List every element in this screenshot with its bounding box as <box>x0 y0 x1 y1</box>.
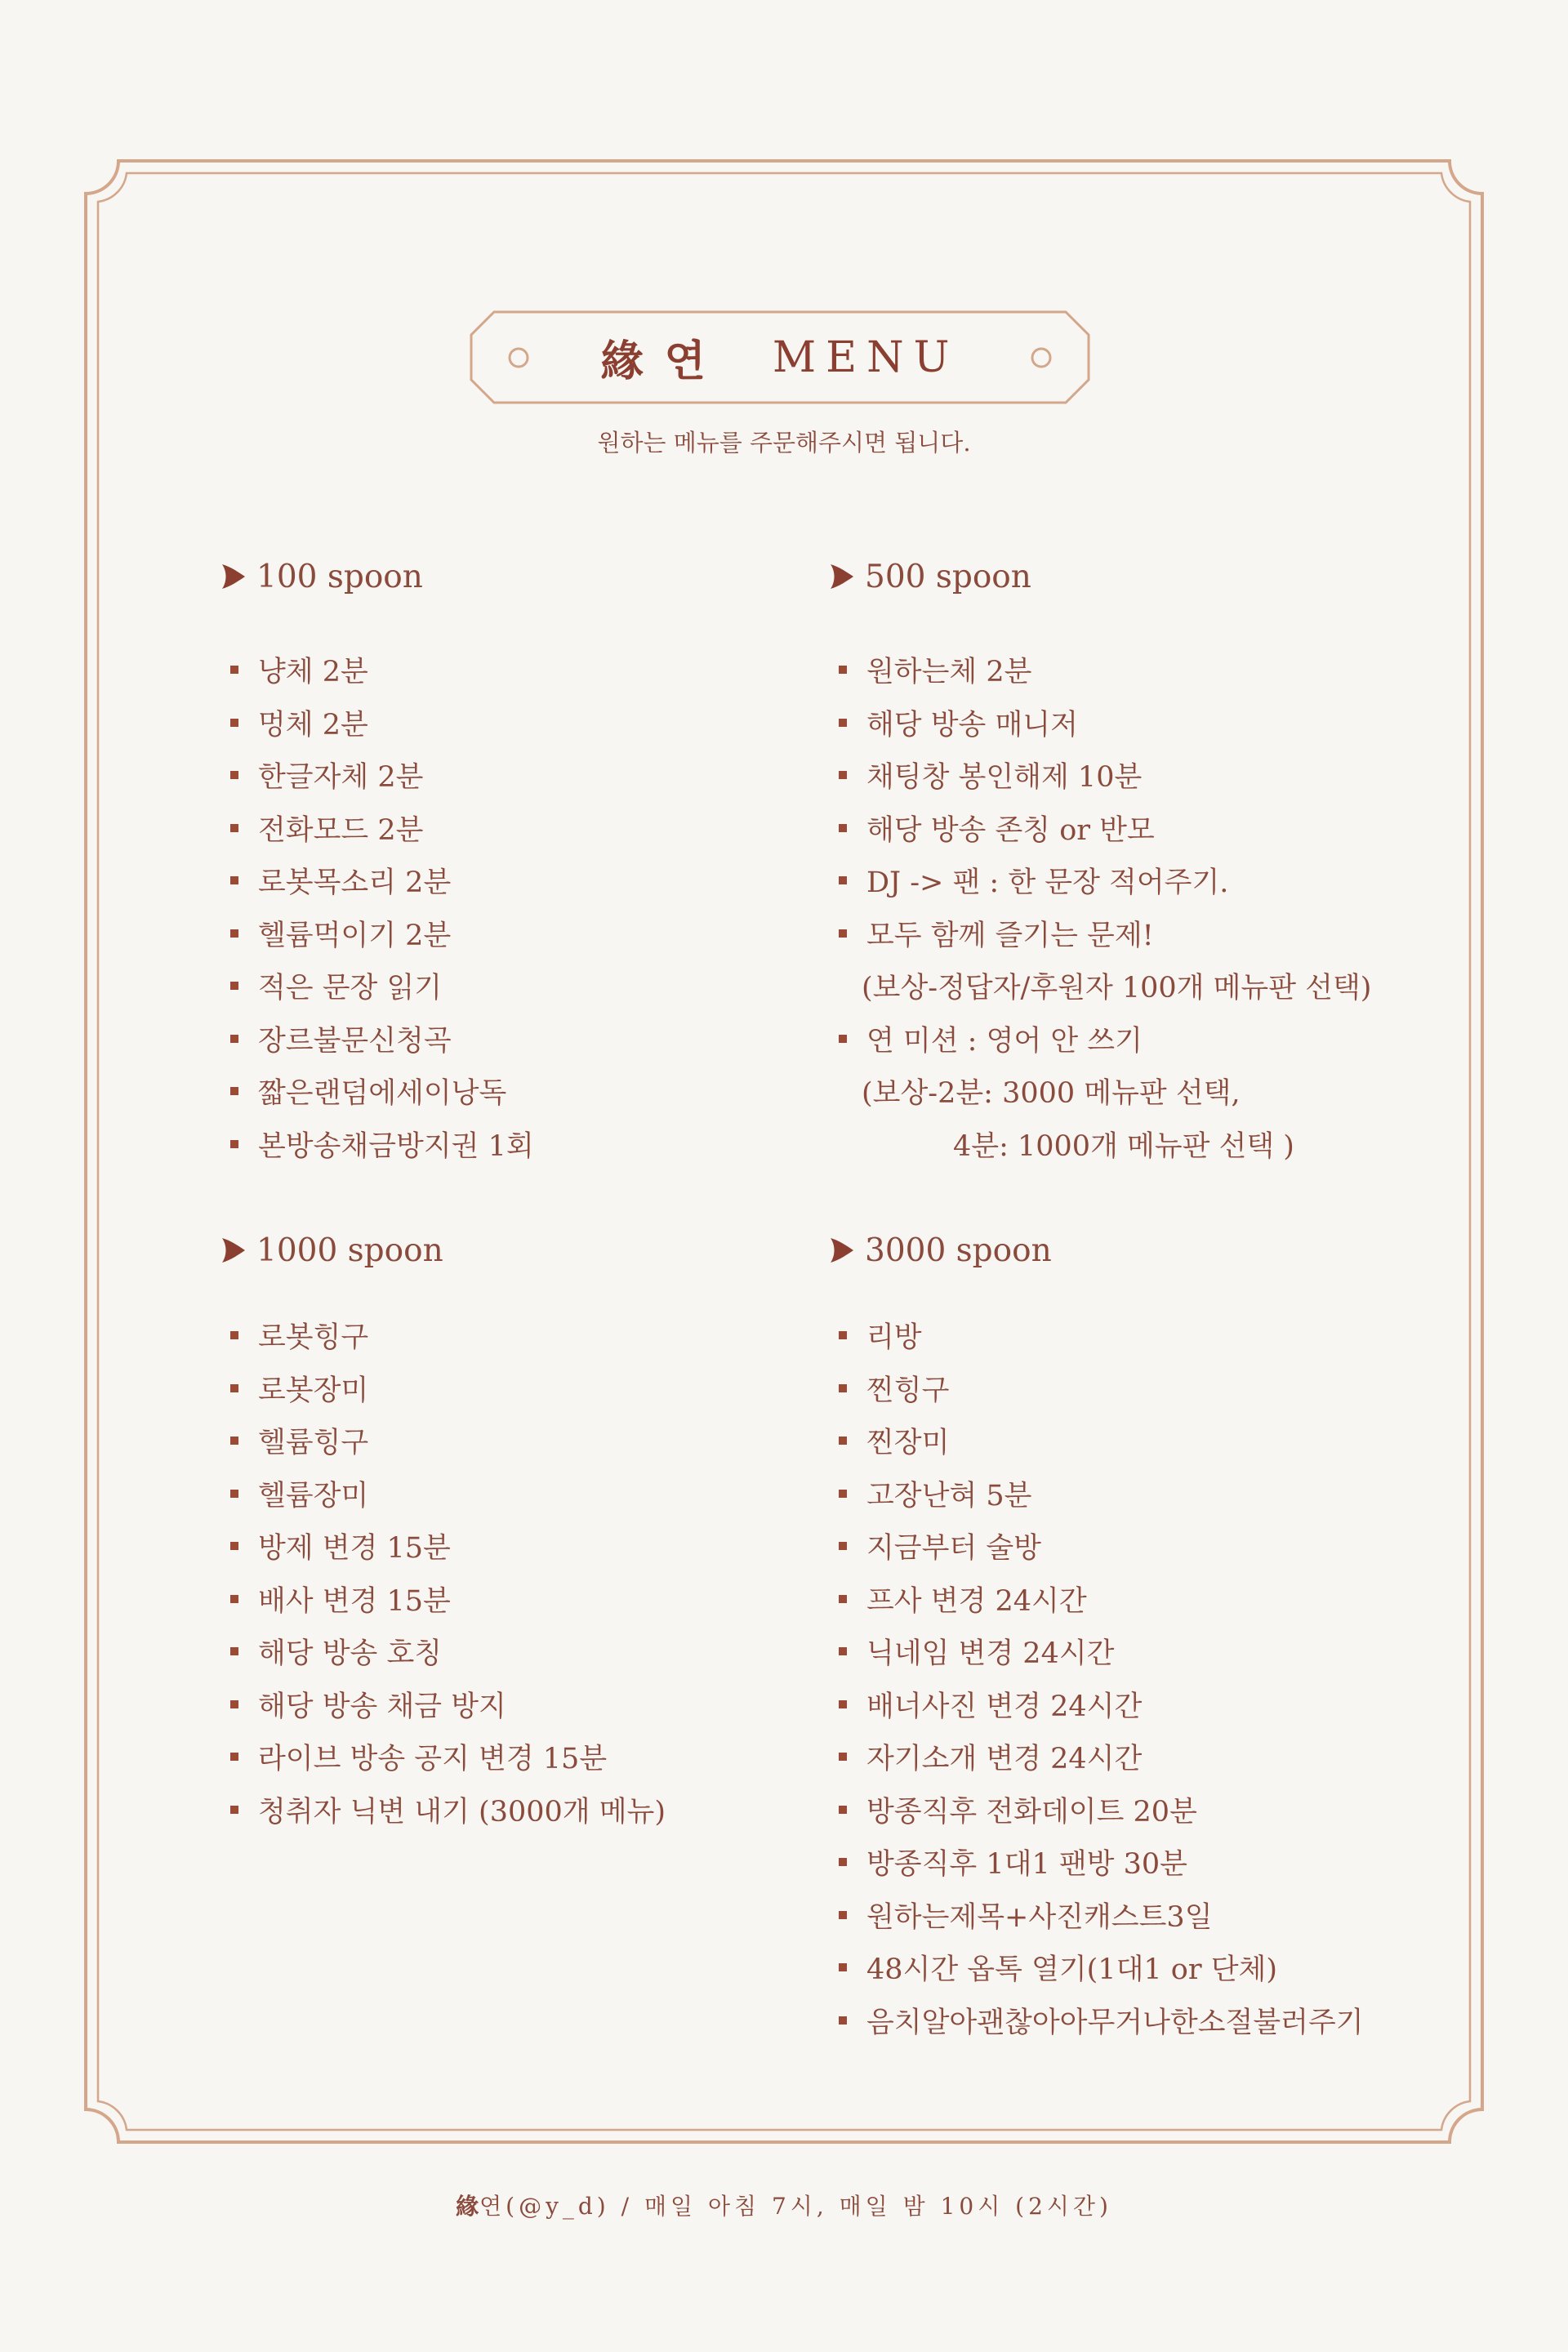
square-bullet-icon <box>230 1140 238 1148</box>
list-item-text: 음치알아괜찮아아무거나한소절불러주기 <box>866 2006 1364 2039</box>
list-item <box>829 749 1371 802</box>
list-item-text: 지금부터 술방 <box>866 1532 1041 1566</box>
list-item-text: 라이브 방송 공지 변경 15분 <box>258 1743 608 1776</box>
square-bullet-icon <box>839 1490 847 1498</box>
square-bullet-icon <box>839 1035 847 1043</box>
square-bullet-icon <box>230 1437 238 1445</box>
square-bullet-icon <box>230 876 238 884</box>
section-header <box>829 1226 1364 1275</box>
list-item <box>829 854 1371 907</box>
list-item-text: 방종직후 1대1 팬방 30분 <box>866 1848 1187 1882</box>
list-note: 4분: 1000개 메뉴판 선택 ) <box>953 1129 1294 1163</box>
list-item-text: 적은 문장 읽기 <box>258 972 443 1005</box>
list-item-text: 로봇장미 <box>258 1374 369 1407</box>
square-bullet-icon <box>839 929 847 938</box>
list-item <box>829 1941 1364 1994</box>
section-title: 3000 spoon <box>865 1232 1052 1269</box>
list-item <box>829 1573 1364 1626</box>
square-bullet-icon <box>839 876 847 884</box>
title-name: 연 <box>664 336 707 386</box>
square-bullet-icon <box>230 1087 238 1095</box>
square-bullet-icon <box>839 1647 847 1655</box>
square-bullet-icon <box>839 1963 847 1971</box>
list-item <box>220 1573 666 1626</box>
section-header <box>829 552 1371 601</box>
list-item <box>220 854 534 907</box>
square-bullet-icon <box>230 1700 238 1708</box>
section-header <box>220 552 534 601</box>
square-bullet-icon <box>230 666 238 674</box>
list-item-text: 원하는체 2분 <box>866 656 1032 689</box>
list-item-text: 해당 방송 매니저 <box>866 708 1078 742</box>
square-bullet-icon <box>839 1542 847 1550</box>
list-item-text: 방제 변경 15분 <box>258 1532 451 1566</box>
list-item <box>220 802 534 855</box>
arrow-bullet-icon <box>220 562 247 591</box>
list-item <box>829 1889 1364 1942</box>
square-bullet-icon <box>839 1858 847 1866</box>
list-item <box>829 1625 1364 1678</box>
square-bullet-icon <box>230 824 238 832</box>
square-bullet-icon <box>839 1437 847 1445</box>
section-100-spoon <box>220 552 534 1170</box>
list-item-text: 방종직후 전화데이트 20분 <box>866 1795 1197 1829</box>
list-item-text: 찐장미 <box>866 1427 950 1460</box>
item-list <box>220 644 534 1170</box>
section-500-spoon <box>829 552 1371 1170</box>
list-item <box>220 749 534 802</box>
square-bullet-icon <box>839 1911 847 1919</box>
list-item-text: 해당 방송 호칭 <box>258 1637 443 1671</box>
square-bullet-icon <box>839 666 847 674</box>
list-item <box>829 1520 1364 1573</box>
item-list <box>220 1309 666 1836</box>
list-item <box>829 1784 1364 1837</box>
list-item <box>829 1309 1364 1362</box>
list-item <box>829 1994 1364 2047</box>
list-item-text: 로봇힝구 <box>258 1321 369 1355</box>
list-item-text: 해당 방송 채금 방지 <box>258 1690 506 1723</box>
list-item <box>220 1013 534 1066</box>
list-item-text: DJ -> 팬 : 한 문장 적어주기. <box>866 866 1229 900</box>
list-item: 연 미션 : 영어 안 쓰기 <box>829 1013 1371 1066</box>
list-item-text: 장르불문신청곡 <box>258 1024 452 1058</box>
list-item-text: 배사 변경 15분 <box>258 1584 451 1618</box>
square-bullet-icon <box>230 1647 238 1655</box>
title-menu: MENU <box>772 332 960 382</box>
list-item-text: 본방송채금방지권 1회 <box>258 1129 534 1163</box>
list-item <box>220 1731 666 1784</box>
square-bullet-icon <box>839 1806 847 1814</box>
square-bullet-icon <box>839 771 847 779</box>
list-item-text: 전화모드 2분 <box>258 813 424 847</box>
arrow-bullet-icon <box>220 1236 247 1265</box>
list-item-text: 냥체 2분 <box>258 656 368 689</box>
list-item <box>220 1065 534 1118</box>
list-item <box>220 1362 666 1415</box>
square-bullet-icon <box>839 1753 847 1761</box>
list-item-text: 고장난혀 5분 <box>866 1479 1032 1512</box>
list-item-text: 헬륨먹이기 2분 <box>258 919 452 952</box>
list-item-text: 채팅창 봉인해제 10분 <box>866 761 1143 795</box>
list-item <box>220 1468 666 1521</box>
item-list <box>829 1309 1364 2047</box>
list-item-text: 헬륨장미 <box>258 1479 369 1512</box>
list-item <box>829 644 1371 697</box>
list-note: (보상-2분: 3000 메뉴판 선택, <box>862 1077 1241 1111</box>
list-item <box>220 697 534 750</box>
list-item <box>829 907 1371 960</box>
list-item <box>829 1468 1364 1521</box>
list-item-text: 배너사진 변경 24시간 <box>866 1690 1143 1723</box>
square-bullet-icon <box>230 1595 238 1603</box>
list-item-text: 해당 방송 존칭 or 반모 <box>866 813 1155 847</box>
square-bullet-icon <box>839 1595 847 1603</box>
list-item-text: 자기소개 변경 24시간 <box>866 1743 1143 1776</box>
item-list <box>829 1013 1371 1066</box>
list-item <box>829 1731 1364 1784</box>
list-item <box>220 1678 666 1731</box>
page-subtitle: 원하는 메뉴를 주문해주시면 됩니다. <box>597 429 971 457</box>
square-bullet-icon <box>230 1753 238 1761</box>
list-item-text: 리방 <box>866 1321 922 1355</box>
square-bullet-icon <box>230 1806 238 1814</box>
list-item <box>220 1414 666 1468</box>
list-item-text: 멍체 2분 <box>258 708 368 742</box>
list-item <box>220 960 534 1013</box>
section-title: 500 spoon <box>865 558 1031 595</box>
list-item <box>220 907 534 960</box>
arrow-bullet-icon <box>829 562 855 591</box>
square-bullet-icon <box>230 929 238 938</box>
list-item-text: 프사 변경 24시간 <box>866 1584 1087 1618</box>
page-title <box>470 310 1090 404</box>
list-item-text: 48시간 옵톡 열기(1대1 or 단체) <box>866 1953 1277 1987</box>
list-item-text: 청취자 닉변 내기 (3000개 메뉴) <box>258 1795 666 1829</box>
list-item <box>829 1414 1364 1468</box>
footer-text: 연(@y_d) / 매일 아침 7시, 매일 밤 10시 (2시간) <box>479 2193 1112 2220</box>
square-bullet-icon <box>230 1490 238 1498</box>
list-item <box>829 697 1371 750</box>
square-bullet-icon <box>230 1035 238 1043</box>
square-bullet-icon <box>839 719 847 727</box>
list-item <box>220 1784 666 1837</box>
list-item <box>829 1836 1364 1889</box>
square-bullet-icon <box>230 1331 238 1339</box>
footer-hanja: 緣 <box>456 2193 480 2220</box>
list-item-text: 짧은랜덤에세이낭독 <box>258 1077 507 1111</box>
list-item-text: 모두 함께 즐기는 문제! <box>866 919 1154 952</box>
footer <box>0 2189 1568 2221</box>
square-bullet-icon <box>839 824 847 832</box>
square-bullet-icon <box>230 771 238 779</box>
list-item-text: 닉네임 변경 24시간 <box>866 1637 1115 1671</box>
section-header <box>220 1226 666 1275</box>
arrow-bullet-icon <box>829 1236 855 1265</box>
list-item <box>829 1362 1364 1415</box>
list-note: (보상-정답자/후원자 100개 메뉴판 선택) <box>862 972 1372 1005</box>
list-item-text: 원하는제목+사진캐스트3일 <box>866 1900 1213 1934</box>
square-bullet-icon <box>230 1384 238 1392</box>
square-bullet-icon <box>839 1700 847 1708</box>
list-item <box>829 1678 1364 1731</box>
list-item <box>220 1118 534 1171</box>
square-bullet-icon <box>230 1542 238 1550</box>
list-item-text: 찐힝구 <box>866 1374 950 1407</box>
section-3000-spoon <box>829 1226 1364 2047</box>
square-bullet-icon <box>230 982 238 990</box>
list-item-text: 한글자체 2분 <box>258 761 424 795</box>
section-1000-spoon <box>220 1226 666 1836</box>
list-item <box>220 1520 666 1573</box>
square-bullet-icon <box>839 1331 847 1339</box>
list-item-text: 로봇목소리 2분 <box>258 866 452 900</box>
square-bullet-icon <box>839 2016 847 2025</box>
list-item <box>220 644 534 697</box>
section-title: 100 spoon <box>256 558 423 595</box>
title-hanja: 緣 <box>600 336 645 386</box>
item-list <box>829 644 1371 960</box>
list-item <box>829 802 1371 855</box>
square-bullet-icon <box>839 1384 847 1392</box>
list-item <box>220 1625 666 1678</box>
section-title: 1000 spoon <box>256 1232 443 1269</box>
square-bullet-icon <box>230 719 238 727</box>
list-item <box>220 1309 666 1362</box>
list-item-text: 헬륨힝구 <box>258 1427 369 1460</box>
